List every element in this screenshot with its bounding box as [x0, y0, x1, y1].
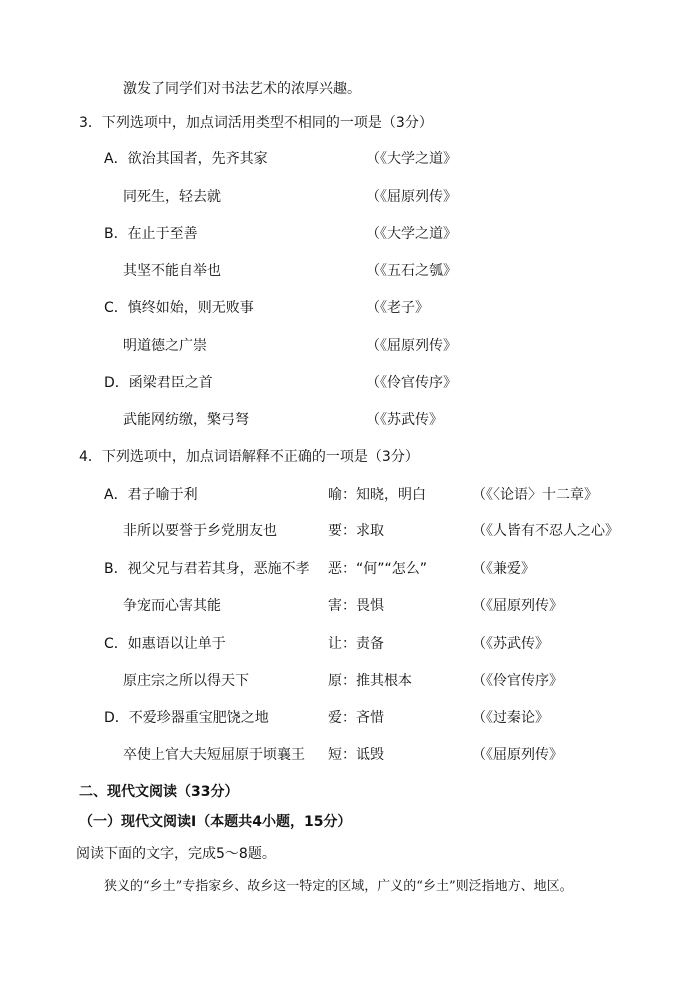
- question-3-stem: 3．下列选项中，加点词活用类型不相同的一项是（3分）: [79, 115, 433, 131]
- q3-option-b-line2-source: （《五石之瓠》: [366, 263, 457, 279]
- q4-option-d-line2: 卒使上官大夫短屈原于顷襄王: [123, 747, 305, 763]
- q4-option-a-line1: A．君子喻于利: [104, 487, 198, 503]
- q4-option-b-line1-source: （《兼爱》: [472, 561, 535, 577]
- q3-option-b-line1: B．在止于至善: [104, 226, 198, 242]
- q4-option-a-line2-gloss: 要：求取: [328, 523, 384, 539]
- q4-option-a-line1-source: （《〈论语〉十二章》: [472, 487, 598, 503]
- q3-option-b-line1-source: （《大学之道》: [366, 226, 457, 242]
- q3-option-d-line2-source: （《苏武传》: [366, 412, 443, 428]
- q4-option-b-line1-gloss: 恶：“何”“怎么”: [328, 561, 428, 577]
- q3-option-c-line1-source: （《老子》: [366, 300, 429, 316]
- q4-option-d-line1-source: （《过秦论》: [472, 710, 549, 726]
- q4-option-d-line1-gloss: 爱：吝惜: [328, 710, 384, 726]
- q3-option-d-line1: D．函梁君臣之首: [104, 375, 213, 391]
- intro-continuation: 激发了同学们对书法艺术的浓厚兴趣。: [123, 81, 361, 97]
- q3-option-a-line1: A．欲治其国者，先齐其家: [104, 151, 268, 167]
- q4-option-b-line2-gloss: 害：畏惧: [328, 598, 384, 614]
- q4-option-a-line1-gloss: 喻：知晓，明白: [328, 487, 426, 503]
- q3-option-a-line1-source: （《大学之道》: [366, 151, 457, 167]
- question-4-stem: 4．下列选项中，加点词语解释不正确的一项是（3分）: [79, 449, 419, 465]
- q4-option-d-line2-gloss: 短：诋毁: [328, 747, 384, 763]
- section-2-subheading: （一）现代文阅读Ⅰ（本题共4小题，15分）: [79, 814, 352, 830]
- q4-option-c-line1: C．如惠语以让单于: [104, 636, 226, 652]
- q4-option-c-line2-gloss: 原：推其根本: [328, 673, 412, 689]
- q3-option-b-line2: 其坚不能自举也: [123, 263, 221, 279]
- q4-option-a-line2-source: （《人皆有不忍人之心》: [472, 523, 619, 539]
- q4-option-b-line2-source: （《屈原列传》: [472, 598, 563, 614]
- q4-option-c-line1-gloss: 让：责备: [328, 636, 384, 652]
- q4-option-d-line2-source: （《屈原列传》: [472, 747, 563, 763]
- q4-option-d-line1: D．不爱珍器重宝肥饶之地: [104, 710, 269, 726]
- q4-option-a-line2: 非所以要誉于乡党朋友也: [123, 523, 277, 539]
- q3-option-c-line2-source: （《屈原列传》: [366, 338, 457, 354]
- passage-first-line: 狭义的“乡土”专指家乡、故乡这一特定的区域，广义的“乡土”则泛指地方、地区。: [104, 879, 573, 894]
- q4-option-c-line2-source: （《伶官传序》: [472, 673, 563, 689]
- q3-option-c-line2: 明道德之广崇: [123, 338, 207, 354]
- q4-option-c-line2: 原庄宗之所以得天下: [123, 673, 249, 689]
- q4-option-b-line1: B．视父兄与君若其身，恶施不孝: [104, 561, 310, 577]
- q4-option-b-line2: 争宠而心害其能: [123, 598, 221, 614]
- q3-option-d-line1-source: （《伶官传序》: [366, 375, 457, 391]
- q4-option-c-line1-source: （《苏武传》: [472, 636, 549, 652]
- q3-option-c-line1: C．慎终如始，则无败事: [104, 300, 254, 316]
- q3-option-d-line2: 武能网纺缴，檠弓弩: [123, 412, 249, 428]
- reading-instruction: 阅读下面的文字，完成5～8题。: [76, 846, 276, 862]
- section-2-heading: 二、现代文阅读（33分）: [79, 784, 239, 800]
- q3-option-a-line2: 同死生，轻去就: [123, 189, 221, 205]
- q3-option-a-line2-source: （《屈原列传》: [366, 189, 457, 205]
